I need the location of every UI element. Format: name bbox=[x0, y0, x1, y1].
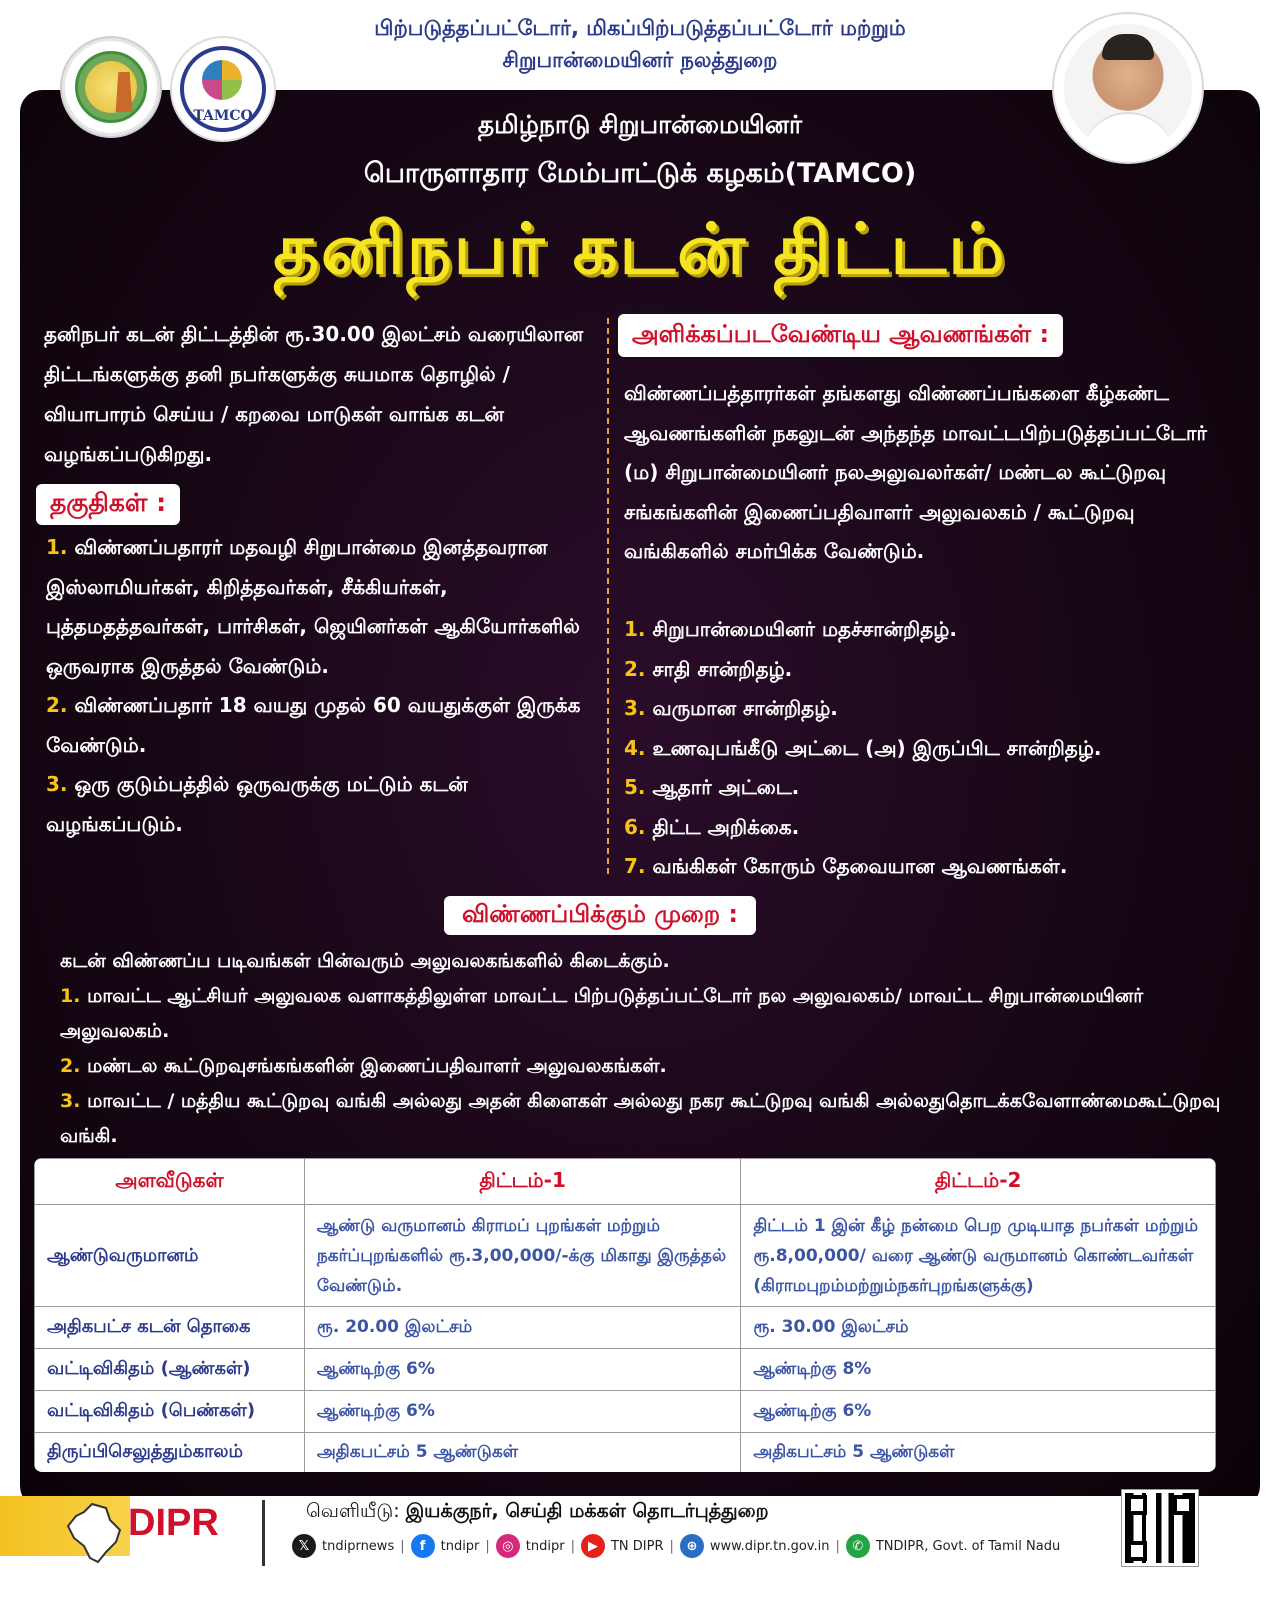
list-item: 2. விண்ணப்பதார் 18 வயது முதல் 60 வயதுக்குள் இருக்க வேண்டும். bbox=[46, 693, 581, 757]
department-name-line2: சிறுபான்மையினர் நலத்துறை bbox=[502, 48, 778, 72]
list-item: 4. உணவுபங்கீடு அட்டை (அ) இருப்பிட சான்றிதழ். bbox=[624, 735, 1102, 760]
table-cell-scheme1: ஆண்டிற்கு 6% bbox=[304, 1349, 740, 1391]
tamco-logo-icon bbox=[172, 38, 274, 140]
list-item: 7. வங்கிகள் கோரும் தேவையான ஆவணங்கள். bbox=[624, 854, 1068, 878]
table-cell-scheme2: திட்டம் 1 இன் கீழ் நன்மை பெற முடியாத நபர்கள் மற்றும் ரூ.8,00,000/ வரை ஆண்டு வருமானம் கொண்டவர்கள் (கிராமபுறம்மற்றும்நகர்புறங்களுக்கு) bbox=[741, 1205, 1216, 1307]
chief-minister-photo bbox=[1054, 14, 1202, 162]
list-item: 5. ஆதார் அட்டை. bbox=[624, 775, 800, 799]
table-cell-param: வட்டிவிகிதம் (ஆண்கள்) bbox=[35, 1349, 305, 1391]
documents-heading: அளிக்கப்படவேண்டிய ஆவணங்கள் : bbox=[618, 314, 1063, 357]
table-cell-param: ஆண்டுவருமானம் bbox=[35, 1205, 305, 1307]
table-cell-scheme2: ஆண்டிற்கு 8% bbox=[741, 1349, 1216, 1391]
release-credit bbox=[306, 1500, 769, 1525]
instagram-icon: ◎ bbox=[496, 1534, 520, 1558]
table-cell-param: அதிகபட்ச கடன் தொகை bbox=[35, 1307, 305, 1349]
column-header-scheme2: திட்டம்-2 bbox=[741, 1159, 1216, 1205]
qualifications-heading: தகுதிகள் : bbox=[36, 484, 180, 525]
table-header-row bbox=[35, 1159, 1216, 1205]
social-link-whatsapp[interactable]: ✆ TNDIPR, Govt. of Tamil Nadu bbox=[846, 1534, 1060, 1558]
scheme-intro-text: தனிநபர் கடன் திட்டத்தின் ரூ.30.00 இலட்சம் வரையிலான திட்டங்களுக்கு தனி நபர்களுக்கு சுயமாக தொழில் / வியாபாரம் செய்ய / கறவை மாடுகள் வாங்க கடன் வழங்கப்படுகிறது. bbox=[44, 322, 584, 466]
list-item: 1. விண்ணப்பதாரர் மதவழி சிறுபான்மை இனத்தவரான இஸ்லாமியர்கள், கிறித்தவர்கள், சீக்கியர்கள், புத்தமதத்தவர்கள், பார்சிகள், ஜெயினர்கள் ஆகியோர்களில் ஒருவராக இருத்தல் வேண்டும். bbox=[46, 535, 580, 678]
documents-intro: விண்ணப்பத்தாரர்கள் தங்களது விண்ணப்பங்களை கீழ்கண்ட ஆவணங்களின் நகலுடன் அந்தந்த மாவட்டபிற்படுத்தப்பட்டோர் (ம) சிறுபான்மையினர் நலஅலுவலர்கள்/ மண்டல கூட்டுறவு சங்கங்களின் இணைப்பதிவாளர் அலுவலகம் / கூட்டுறவு வங்கிகளில் சமர்பிக்க வேண்டும். bbox=[624, 381, 1207, 563]
table-cell-scheme2: ஆண்டிற்கு 6% bbox=[741, 1391, 1216, 1433]
footer-divider bbox=[262, 1500, 265, 1566]
social-link-facebook[interactable]: f tndipr bbox=[411, 1534, 480, 1558]
table-cell-scheme1: ஆண்டிற்கு 6% bbox=[304, 1391, 740, 1433]
list-item: 3. மாவட்ட / மத்திய கூட்டுறவு வங்கி அல்லது அதன் கிளைகள் அல்லது நகர கூட்டுறவு வங்கி அல்லதுதொடக்கவேளாண்மைகூட்டுறவு வங்கி. bbox=[60, 1090, 1221, 1147]
dipr-logo: DIPR bbox=[128, 1502, 219, 1544]
org-name-line1: தமிழ்நாடு சிறுபான்மையினர் bbox=[477, 110, 803, 139]
table-cell-param: வட்டிவிகிதம் (பெண்கள்) bbox=[35, 1391, 305, 1433]
tamil-nadu-map-icon bbox=[62, 1502, 124, 1564]
column-header-scheme1: திட்டம்-1 bbox=[304, 1159, 740, 1205]
table-row bbox=[35, 1391, 1216, 1433]
page-title: தனிநபர் கடன் திட்டம் bbox=[273, 208, 1007, 290]
footer bbox=[0, 1496, 1280, 1600]
facebook-icon: f bbox=[411, 1534, 435, 1558]
globe-icon: ⊕ bbox=[680, 1534, 704, 1558]
list-item: 6. திட்ட அறிக்கை. bbox=[624, 814, 800, 839]
org-name-line2: பொருளாதார மேம்பாட்டுக் கழகம்(TAMCO) bbox=[363, 158, 917, 189]
table-cell-scheme1: ஆண்டு வருமானம் கிராமப் புறங்கள் மற்றும் நகர்ப்புறங்களில் ரூ.3,00,000/-க்கு மிகாது இருத்தல் வேண்டும். bbox=[304, 1205, 740, 1307]
youtube-icon: ▶ bbox=[581, 1534, 605, 1558]
department-name-line1: பிற்படுத்தப்பட்டோர், மிகப்பிற்படுத்தப்பட்டோர் மற்றும் bbox=[374, 16, 906, 40]
scheme-comparison-table bbox=[34, 1158, 1216, 1472]
table-cell-scheme1: அதிகபட்சம் 5 ஆண்டுகள் bbox=[304, 1433, 740, 1473]
documents-list bbox=[624, 610, 1244, 887]
x-icon: 𝕏 bbox=[292, 1534, 316, 1558]
list-item: 2. சாதி சான்றிதழ். bbox=[624, 656, 793, 681]
qr-code-icon[interactable] bbox=[1122, 1490, 1198, 1566]
tamil-nadu-emblem-icon bbox=[62, 38, 160, 136]
table-cell-param: திருப்பிசெலுத்தும்காலம் bbox=[35, 1433, 305, 1473]
release-prefix: வெளியீடு: bbox=[306, 1500, 400, 1522]
social-links: 𝕏 tndiprnews | f tndipr | ◎ tndipr | ▶ TN DIPR | ⊕ www.dipr.tn.gov.in | ✆ TNDIPR, Govt. of Tamil Nadu bbox=[292, 1534, 1066, 1558]
qualifications-list bbox=[46, 528, 598, 844]
social-link-website[interactable]: ⊕ www.dipr.tn.gov.in bbox=[680, 1534, 830, 1558]
list-item: 2. மண்டல கூட்டுறவுசங்கங்களின் இணைப்பதிவாளர் அலுவலகங்கள். bbox=[60, 1055, 667, 1077]
social-link-youtube[interactable]: ▶ TN DIPR bbox=[581, 1534, 664, 1558]
table-row bbox=[35, 1205, 1216, 1307]
table-row bbox=[35, 1433, 1216, 1473]
list-item: 3. ஒரு குடும்பத்தில் ஒருவருக்கு மட்டும் கடன் வழங்கப்படும். bbox=[46, 772, 468, 836]
apply-method-heading: விண்ணப்பிக்கும் முறை : bbox=[444, 896, 756, 935]
tamco-logo-text: TAMCO bbox=[193, 108, 253, 124]
table-cell-scheme2: அதிகபட்சம் 5 ஆண்டுகள் bbox=[741, 1433, 1216, 1473]
column-header-parameters: அளவீடுகள் bbox=[35, 1159, 305, 1205]
list-item: 1. மாவட்ட ஆட்சியர் அலுவலக வளாகத்திலுள்ள மாவட்ட பிற்படுத்தப்பட்டோர் நல அலுவலகம்/ மாவட்ட சிறுபான்மையினர் அலுவலகம். bbox=[60, 985, 1144, 1042]
social-link-x[interactable]: 𝕏 tndiprnews bbox=[292, 1534, 394, 1558]
scheme-intro bbox=[44, 314, 596, 474]
table-cell-scheme2: ரூ. 30.00 இலட்சம் bbox=[741, 1307, 1216, 1349]
table-row bbox=[35, 1349, 1216, 1391]
release-authority: இயக்குநர், செய்தி மக்கள் தொடர்புத்துறை bbox=[405, 1500, 769, 1522]
list-item: 3. வருமான சான்றிதழ். bbox=[624, 696, 838, 720]
whatsapp-icon: ✆ bbox=[846, 1534, 870, 1558]
column-divider bbox=[607, 318, 609, 874]
comparison-table bbox=[34, 1158, 1216, 1472]
list-item: 1. சிறுபான்மையினர் மதச்சான்றிதழ். bbox=[624, 617, 957, 641]
table-cell-scheme1: ரூ. 20.00 இலட்சம் bbox=[304, 1307, 740, 1349]
apply-intro: கடன் விண்ணப்ப படிவங்கள் பின்வரும் அலுவலகங்களில் கிடைக்கும். bbox=[60, 950, 670, 972]
social-link-instagram[interactable]: ◎ tndipr bbox=[496, 1534, 565, 1558]
apply-method-section bbox=[60, 944, 1230, 1154]
table-row bbox=[35, 1307, 1216, 1349]
